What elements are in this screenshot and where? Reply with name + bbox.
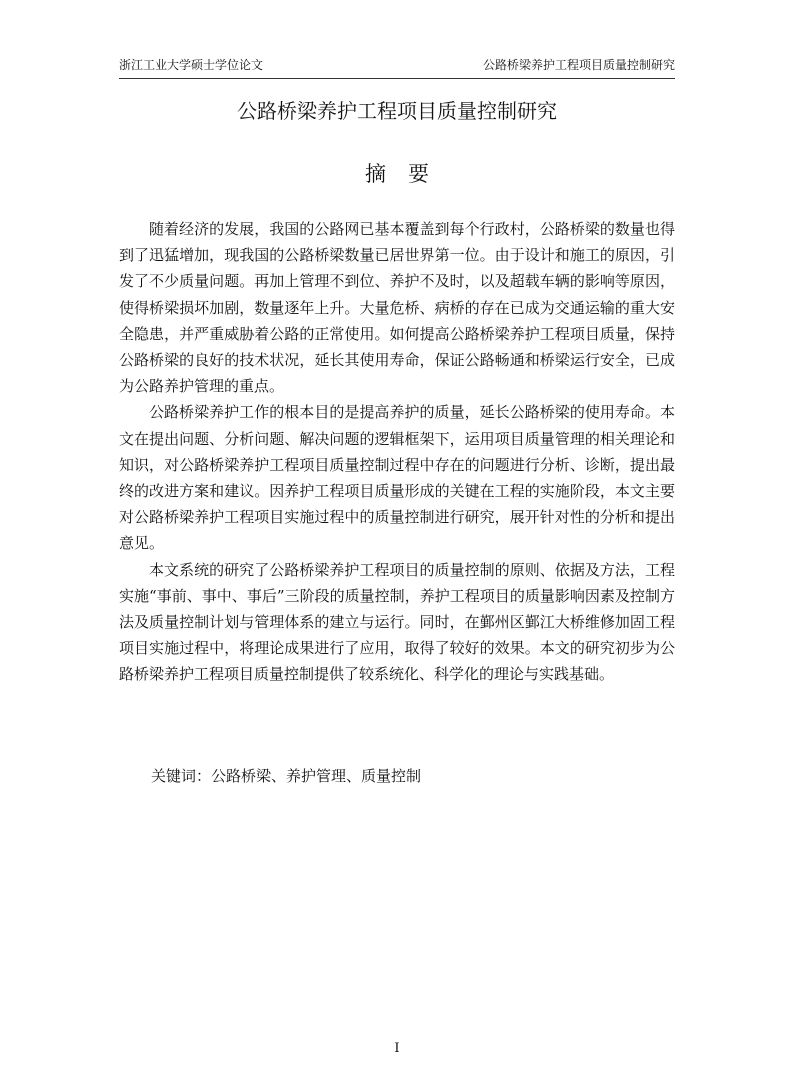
header-thesis-title: 公路桥梁养护工程项目质量控制研究 [482,58,675,72]
abstract-paragraph-1: 随着经济的发展，我国的公路网已基本覆盖到每个行政村，公路桥梁的数量也得到了迅猛增加，现我国的公路桥梁数量已居世界第一位。由于设计和施工的原因，引发了不少质量问题。再加上管理不到位、养护不及时，以及超载车辆的影响等原因，使得桥梁损坏加剧，数量逐年上升。大量危桥、病桥的存在已成为交通运输的重大安全隐患，并严重威胁着公路的正常使用。如何提高公路桥梁养护工程项目质量，保持公路桥梁的良好的技术状况，延长其使用寿命，保证公路畅通和桥梁运行安全，已成为公路养护管理的重点。 [119,220,675,396]
keywords-line: 关键词：公路桥梁、养护管理、质量控制 [151,767,422,785]
page-number: I [394,1041,400,1056]
abstract-paragraph-3: 本文系统的研究了公路桥梁养护工程项目的质量控制的原则、依据及方法，工程实施“事前、事中、事后”三阶段的质量控制，养护工程项目的质量影响因素及控制方法及质量控制计划与管理体系的建立与运行。同时，在鄞州区鄞江大桥维修加固工程项目实施过程中，将理论成果进行了应用，取得了较好的效果。本文的研究初步为公路桥梁养护工程项目质量控制提供了较系统化、科学化的理论与实践基础。 [119,560,675,684]
thesis-title: 公路桥梁养护工程项目质量控制研究 [237,99,557,123]
abstract-heading: 摘要 [365,162,451,186]
abstract-body [119,216,675,688]
abstract-paragraph-2: 公路桥梁养护工作的根本目的是提高养护的质量，延长公路桥梁的使用寿命。本文在提出问题、分析问题、解决问题的逻辑框架下，运用项目质量管理的相关理论和知识，对公路桥梁养护工程项目质量控制过程中存在的问题进行分析、诊断，提出最终的改进方案和建议。因养护工程项目质量形成的关键在工程的实施阶段，本文主要对公路桥梁养护工程项目实施过程中的质量控制进行研究，展开针对性的分析和提出意见。 [119,403,675,553]
header-university-title: 浙江工业大学硕士学位论文 [119,58,264,72]
running-header [119,56,675,79]
